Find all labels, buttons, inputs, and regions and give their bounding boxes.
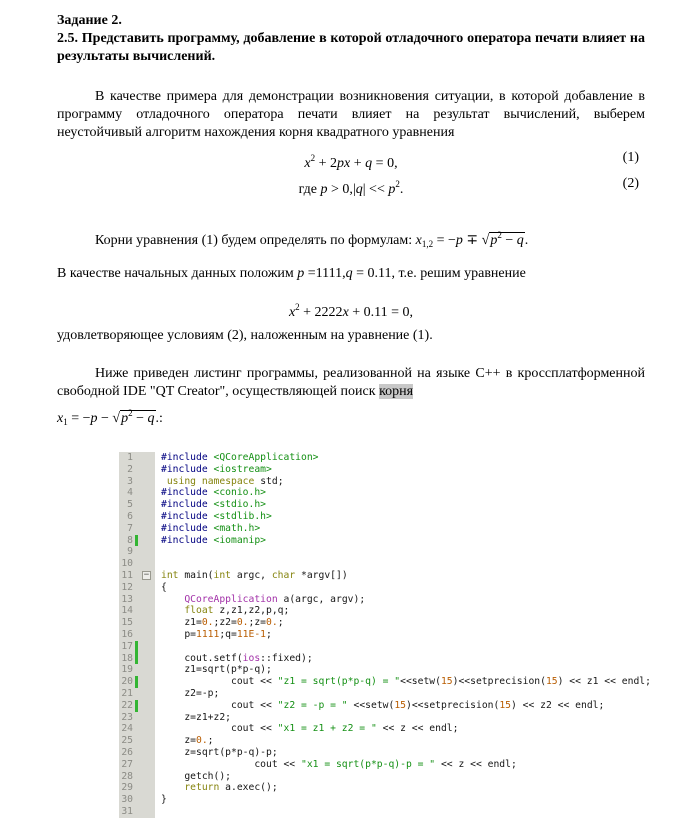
code-token: << z << endl;: [376, 723, 459, 735]
code-token: #include: [161, 522, 214, 534]
code-token: 15: [499, 699, 511, 711]
code-token: ;z2=: [213, 617, 237, 629]
listing-intro-text: Ниже приведен листинг программы, реализованной на языке C++ в кроссплатформенной свободной IDE "QT Creator", осуществляющей поиск: [57, 366, 645, 399]
change-marker: [135, 700, 138, 712]
code-text: [155, 535, 266, 547]
code-text: [155, 747, 278, 759]
code-token: [161, 782, 184, 793]
code-token: 11E-1: [236, 628, 267, 640]
code-token: << z << endl;: [435, 758, 517, 770]
code-token: a.exec();: [219, 782, 278, 794]
code-token: <iostream>: [213, 463, 272, 475]
code-token: ;: [277, 617, 284, 629]
code-token: <math.h>: [213, 522, 261, 534]
code-text: [155, 629, 272, 641]
line-number: 15: [119, 617, 155, 629]
code-token: cout.setf(: [161, 652, 243, 664]
task-heading: Задание 2.: [57, 13, 122, 28]
code-token: 0.: [266, 617, 278, 629]
math-segment: p: [455, 233, 463, 248]
code-token: "z2 = -p = ": [277, 699, 348, 711]
line-number: 23: [119, 712, 155, 724]
code-token: <conio.h>: [213, 487, 266, 499]
math-segment: q: [355, 182, 363, 197]
code-token: z=: [161, 735, 196, 747]
code-token: "x1 = z1 + z2 = ": [277, 723, 377, 735]
change-marker: [135, 641, 138, 653]
code-token: 0.: [201, 617, 214, 629]
code-listing: [119, 452, 651, 818]
radicand: [120, 410, 155, 426]
code-line: [119, 546, 645, 558]
line-number: 19: [119, 664, 155, 676]
code-token: "x1 = sqrt(p*p-q)-p = ": [300, 758, 436, 770]
initial-data-suffix: т.е. решим уравнение: [394, 266, 526, 281]
code-line: [119, 641, 645, 653]
code-token: *argv[]): [295, 569, 348, 581]
code-token: ios: [242, 652, 261, 664]
code-token: 15: [440, 676, 453, 688]
code-text: [155, 735, 214, 747]
math-segment: −: [97, 411, 113, 426]
equation-2: [57, 174, 645, 200]
math-segment: 2: [310, 153, 316, 163]
line-number: 7: [119, 523, 155, 535]
code-token: ;z=: [248, 617, 267, 629]
paragraph-conditions: удовлетворяющее условиям (2), наложенным на уравнение (1).: [57, 328, 433, 343]
code-text: [155, 723, 458, 735]
math-segment: = 0.11,: [352, 266, 395, 281]
code-token: a(argc, argv);: [277, 593, 366, 605]
math-segment: x: [415, 233, 422, 248]
code-token: main(: [178, 569, 214, 581]
line-number: 5: [119, 499, 155, 511]
radical-sign: √: [481, 233, 490, 248]
equation-1-formula: [304, 153, 398, 171]
code-text: [155, 487, 266, 499]
math-segment: x: [342, 305, 349, 320]
code-text: [155, 523, 260, 535]
code-token: z=z1+z2;: [161, 711, 231, 723]
code-text: [155, 558, 161, 570]
code-token: getch();: [161, 770, 231, 782]
code-text: [155, 499, 266, 511]
code-token: cout <<: [161, 676, 278, 688]
code-token: std;: [254, 475, 284, 487]
code-token: float: [184, 605, 214, 617]
line-number: 14: [119, 605, 155, 617]
math-segment: q: [365, 156, 373, 171]
code-line: [119, 535, 645, 547]
code-token: <stdlib.h>: [213, 510, 272, 522]
math-segment: ∓: [462, 233, 482, 248]
line-number: 10: [119, 558, 155, 570]
code-token: "z1 = sqrt(p*p-q) = ": [277, 676, 401, 688]
code-token: #include: [161, 510, 214, 522]
root1-formula: [57, 403, 645, 432]
code-line: [119, 617, 645, 629]
math-segment: |: [352, 182, 356, 197]
line-number: 13: [119, 594, 155, 606]
code-line: [119, 688, 645, 700]
code-token: #include: [161, 487, 214, 499]
code-text: [155, 582, 167, 594]
change-marker: [135, 535, 138, 547]
code-line: [119, 771, 645, 783]
line-number: 17: [119, 641, 155, 653]
code-text: [155, 806, 161, 818]
line-number: 20: [119, 676, 155, 688]
code-line: [119, 476, 645, 488]
code-token: 0.: [236, 617, 249, 629]
math-segment: .:: [155, 411, 163, 426]
code-text: [155, 794, 167, 806]
code-line: [119, 747, 645, 759]
code-line: [119, 511, 645, 523]
math-segment: q: [147, 411, 155, 426]
math-segment: .: [524, 233, 529, 248]
code-token: ;: [207, 735, 214, 747]
code-line: [119, 653, 645, 665]
code-token: argc,: [231, 569, 272, 581]
code-token: 15: [394, 699, 406, 711]
change-marker: [135, 676, 138, 688]
equation-2-label: (2): [622, 176, 639, 191]
code-listing-lines: [119, 452, 651, 818]
line-number: 31: [119, 806, 155, 818]
code-token: cout <<: [161, 723, 278, 735]
radical-sign: √: [112, 411, 121, 426]
math-segment: p: [490, 233, 498, 248]
code-token: ) << z1 << endl;: [557, 676, 651, 688]
code-text: [155, 605, 289, 617]
code-text: [155, 464, 272, 476]
code-line: [119, 464, 645, 476]
math-segment: −: [501, 233, 517, 248]
code-text: [155, 700, 604, 712]
code-token: z,z1,z2,p,q;: [213, 605, 290, 617]
math-segment: −: [132, 411, 148, 426]
radicand: [489, 232, 524, 248]
code-text: [155, 546, 161, 558]
paragraph-roots-text: Корни уравнения (1) будем определять по формулам:: [95, 233, 416, 248]
code-line: [119, 794, 645, 806]
code-token: cout <<: [161, 758, 301, 770]
math-segment: | <<: [362, 182, 389, 197]
math-segment: px: [337, 156, 351, 171]
line-number: 6: [119, 511, 155, 523]
code-token: [161, 605, 184, 616]
line-number: 4: [119, 487, 155, 499]
code-line: [119, 558, 645, 570]
math-segment: =1111,: [304, 266, 346, 281]
math-segment: p: [297, 266, 305, 281]
code-line: [119, 806, 645, 818]
code-token: <stdio.h>: [213, 499, 266, 511]
code-token: #include: [161, 452, 214, 463]
code-token: )<<setprecision(: [406, 699, 500, 711]
math-segment: p: [320, 182, 328, 197]
code-token: [161, 594, 184, 605]
change-marker: [135, 653, 138, 665]
math-segment: > 0,: [327, 182, 353, 197]
math-segment: x: [288, 305, 296, 320]
code-text: [155, 452, 318, 464]
code-text: [155, 641, 161, 653]
code-line: [119, 759, 645, 771]
paragraph-roots: [57, 226, 645, 253]
equation-3-formula: [288, 302, 414, 320]
math-segment: p: [388, 182, 396, 197]
line-number: 9: [119, 546, 155, 558]
line-number: 25: [119, 735, 155, 747]
code-token: using: [166, 475, 197, 487]
code-line: [119, 499, 645, 511]
line-number: 3: [119, 476, 155, 488]
code-line: [119, 582, 645, 594]
code-token: cout <<: [161, 699, 278, 711]
code-token: {: [161, 581, 167, 593]
code-text: [155, 676, 651, 688]
line-number: 27: [119, 759, 155, 771]
math-segment: x: [304, 156, 311, 171]
math-segment: 2: [395, 179, 400, 189]
line-number: 11 −: [119, 570, 155, 582]
code-token: )<<setprecision(: [452, 676, 546, 688]
code-token: int: [161, 569, 179, 581]
fold-icon: −: [143, 570, 150, 581]
paragraph-intro: В качестве примера для демонстрации возникновения ситуации, в которой добавление в программу отладочного оператора печати влияет на результат вычислений, выберем неустойчивый алгоритм нахождения корня квадратного уравнения: [57, 89, 645, 140]
code-line: [119, 629, 645, 641]
code-line: [119, 712, 645, 724]
line-number: 24: [119, 723, 155, 735]
code-text: [155, 688, 219, 700]
sqrt-radical: [112, 410, 155, 426]
code-text: [155, 570, 348, 582]
code-token: QCoreApplication: [184, 593, 278, 605]
code-token: z2=-p;: [161, 687, 220, 699]
code-token: z1=: [161, 617, 202, 629]
line-number: 26: [119, 747, 155, 759]
line-number: 2: [119, 464, 155, 476]
code-token: z1=sqrt(p*p-q);: [161, 664, 272, 676]
paragraph-initial-data: [57, 265, 645, 283]
paragraph-listing-intro: [57, 365, 645, 401]
code-line: [119, 570, 645, 582]
line-number: 18: [119, 653, 155, 665]
line-number: 22: [119, 700, 155, 712]
initial-data-formula: [297, 266, 395, 281]
code-line: [119, 782, 645, 794]
code-text: [155, 771, 231, 783]
code-token: <<setw(: [400, 676, 441, 688]
code-line: [119, 676, 651, 688]
line-number: 8: [119, 535, 155, 547]
initial-data-text: В качестве начальных данных положим: [57, 266, 298, 281]
code-token: #include: [161, 534, 214, 546]
code-text: [155, 617, 284, 629]
equation-2-formula: [298, 179, 404, 197]
code-text: [155, 759, 517, 771]
code-text: [155, 712, 231, 724]
code-token: <<setw(: [347, 699, 395, 711]
math-segment: 1: [63, 417, 68, 427]
code-token: #include: [161, 463, 214, 475]
code-token: ::fixed);: [260, 652, 313, 664]
code-token: }: [161, 794, 167, 806]
code-token: return: [184, 782, 220, 794]
math-segment: + 2: [315, 156, 338, 171]
line-number: 28: [119, 771, 155, 783]
code-line: [119, 452, 645, 464]
code-text: [155, 511, 272, 523]
code-token: namespace: [201, 475, 255, 487]
line-number: 29: [119, 782, 155, 794]
math-segment: q: [345, 266, 353, 281]
code-line: [119, 735, 645, 747]
roots-formula: [415, 230, 529, 249]
code-text: [155, 594, 365, 606]
code-token: <QCoreApplication>: [213, 452, 319, 463]
math-segment: p: [90, 411, 98, 426]
task-subheading: 2.5. Представить программу, добавление в которой отладочного оператора печати влияет на результаты вычислений.: [57, 31, 645, 64]
math-segment: 2: [128, 408, 133, 418]
code-text: [155, 476, 284, 488]
code-token: #include: [161, 499, 214, 511]
code-token: ;q=: [219, 628, 237, 640]
equation-1: [57, 148, 645, 174]
line-number: 21: [119, 688, 155, 700]
code-line: [119, 487, 645, 499]
math-segment: = −: [433, 233, 456, 248]
code-token: ) << z2 << endl;: [511, 699, 605, 711]
math-segment: где: [298, 182, 321, 197]
code-token: 15: [545, 676, 558, 688]
math-segment: = −: [67, 411, 91, 426]
math-segment: = 0,: [372, 156, 398, 171]
math-segment: p: [121, 411, 129, 426]
code-line: [119, 594, 645, 606]
code-text: [155, 653, 313, 665]
code-token: 0.: [196, 735, 208, 747]
code-token: z=sqrt(p*p-q)-p;: [161, 746, 278, 758]
math-segment: x: [57, 411, 64, 426]
math-segment: +: [350, 156, 366, 171]
line-number: 1: [119, 452, 155, 464]
code-token: 1111: [196, 628, 220, 640]
code-token: char: [271, 569, 296, 581]
math-segment: q: [516, 233, 524, 248]
line-number: 16: [119, 629, 155, 641]
equation-3: [57, 297, 645, 323]
code-line: [119, 523, 645, 535]
code-token: p=: [161, 628, 196, 640]
math-segment: 2: [497, 230, 502, 240]
code-token: int: [213, 569, 231, 581]
math-segment: 2: [295, 302, 300, 312]
math-segment: + 2222: [299, 305, 343, 320]
code-line: [119, 605, 645, 617]
code-text: [155, 782, 278, 794]
equation-1-label: (1): [622, 150, 639, 165]
math-segment: .: [399, 182, 404, 197]
line-number: 30: [119, 794, 155, 806]
code-line: [119, 723, 645, 735]
line-number: 12: [119, 582, 155, 594]
math-segment: 1,2: [421, 239, 434, 249]
math-segment: + 0.11 = 0,: [348, 305, 414, 320]
code-token: ;: [266, 628, 272, 640]
code-line: [119, 700, 645, 712]
code-token: <iomanip>: [213, 534, 266, 546]
sqrt-radical: [482, 232, 525, 248]
highlighted-word: корня: [379, 384, 414, 399]
code-line: [119, 664, 645, 676]
code-text: [155, 664, 272, 676]
